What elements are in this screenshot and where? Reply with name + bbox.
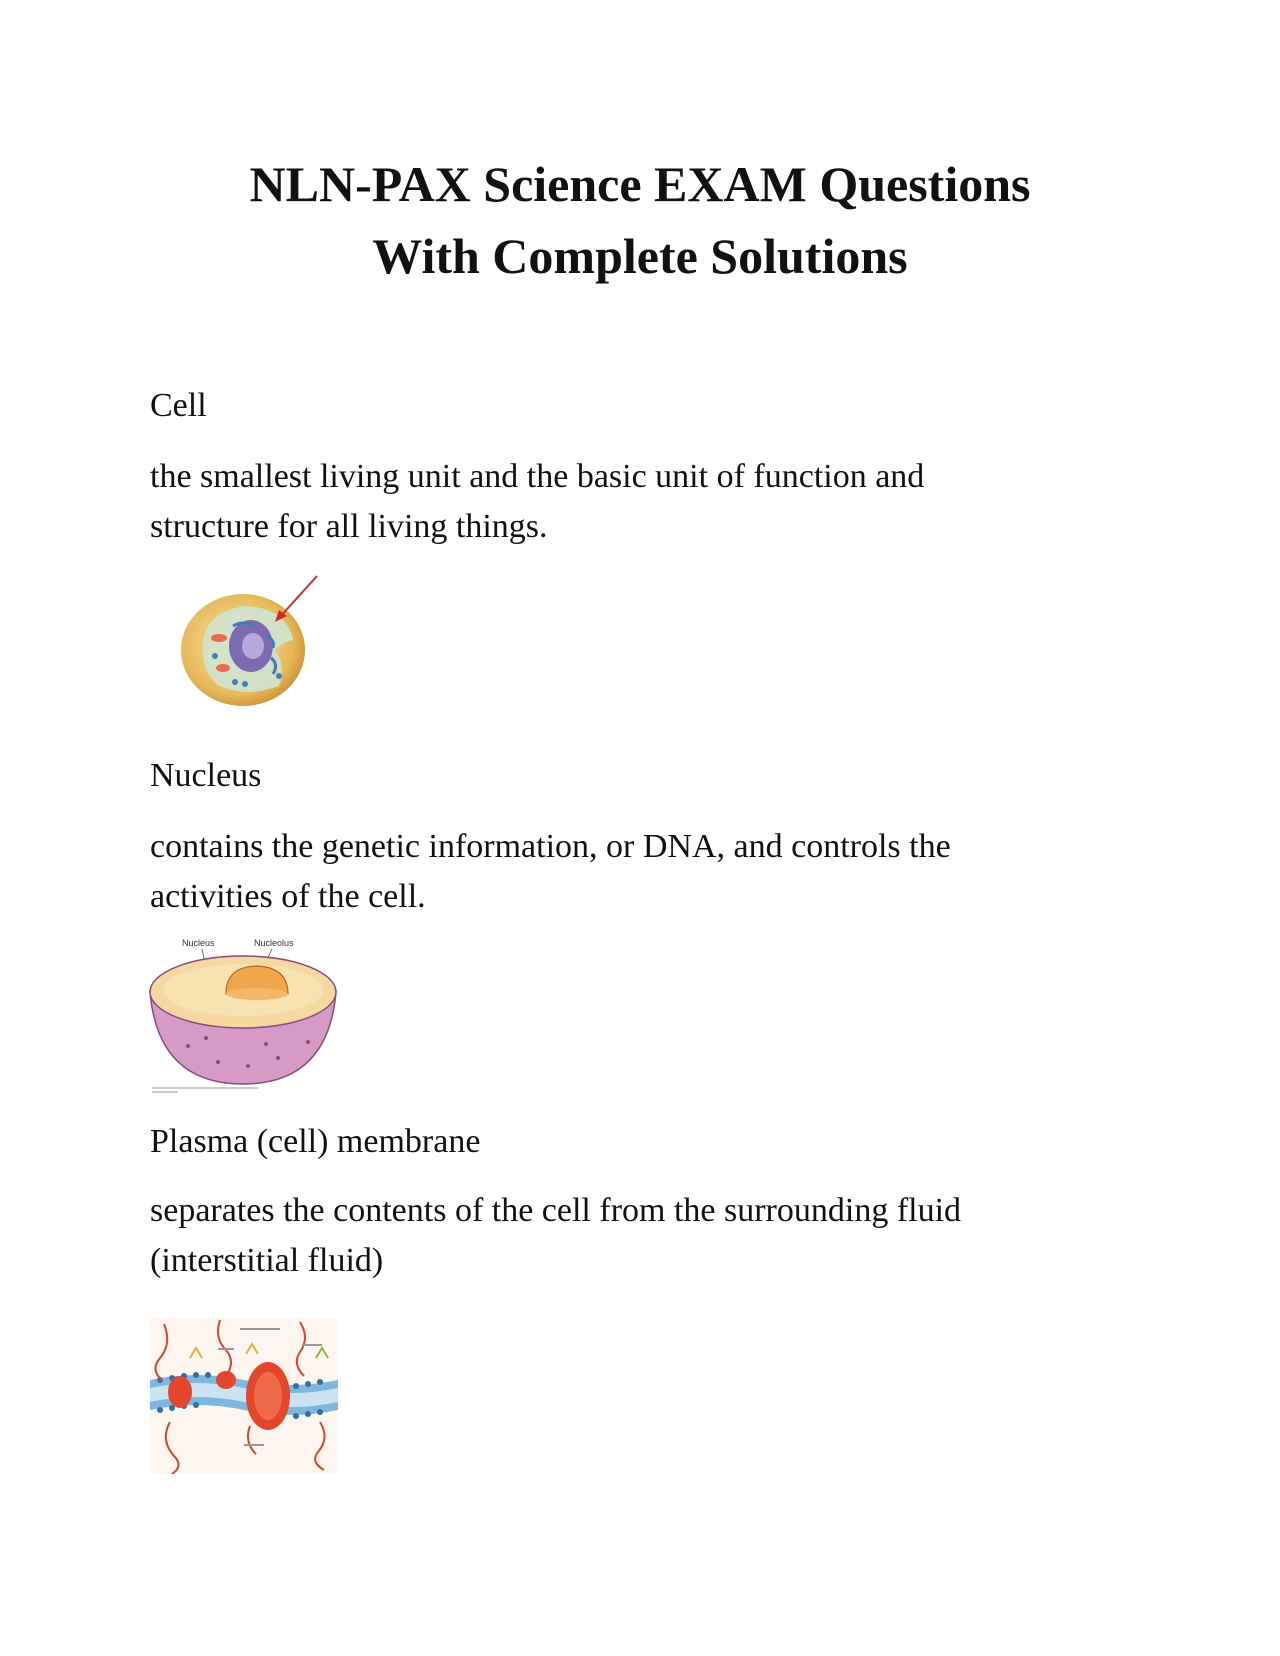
figure-label-nucleolus: Nucleolus (254, 938, 294, 948)
definition-plasma-membrane: separates the contents of the cell from the surrounding fluid (interstitial fluid) (150, 1192, 962, 1279)
nucleus-cross-section-illustration-icon (148, 934, 338, 1094)
definition-cell: the smallest living unit and the basic unit of function and structure for all living things. (150, 458, 925, 545)
plasma-membrane-illustration-icon (150, 1318, 338, 1474)
document-title (0, 148, 1280, 292)
title-line-1: NLN-PAX Science EXAM Questions (249, 156, 1031, 212)
term-plasma-membrane: Plasma (cell) membrane (150, 1123, 481, 1160)
definition-nucleus: contains the genetic information, or DNA, and controls the activities of the cell. (150, 828, 951, 915)
figure-label-nucleus: Nucleus (182, 938, 215, 948)
title-line-2: With Complete Solutions (372, 228, 908, 284)
term-cell: Cell (150, 387, 207, 424)
term-nucleus: Nucleus (150, 757, 262, 794)
animal-cell-illustration-icon (175, 572, 325, 712)
